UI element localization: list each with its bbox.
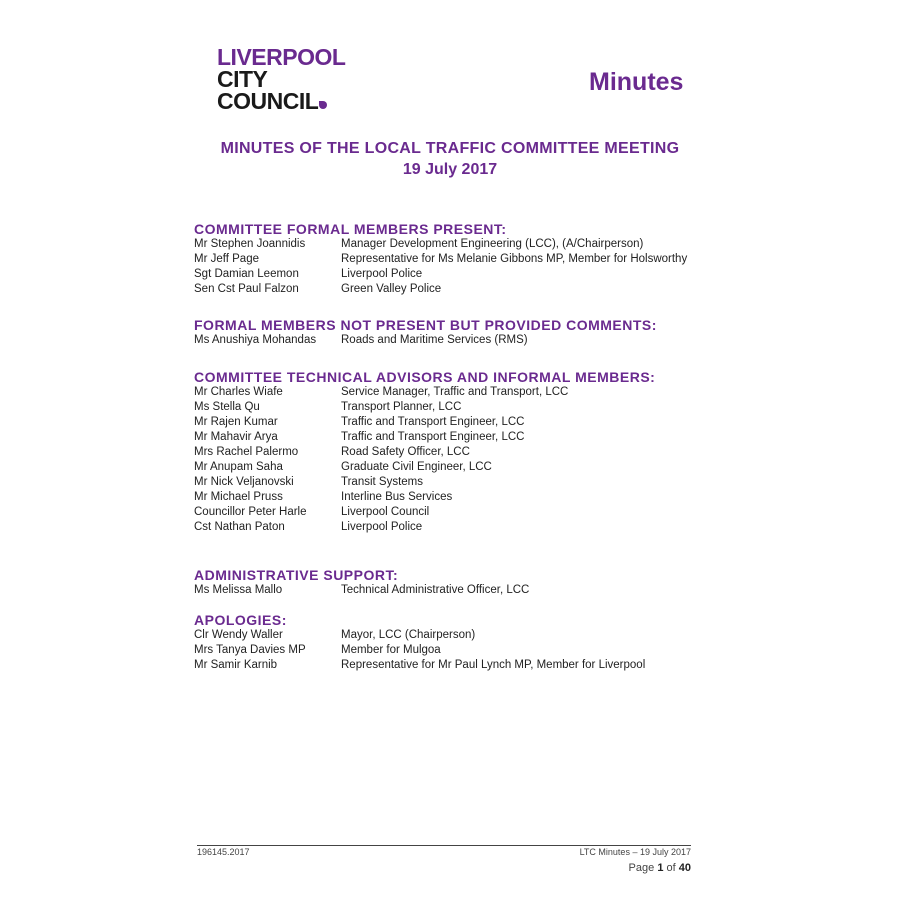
section-heading: APOLOGIES: xyxy=(194,612,287,628)
attendee-name: Cst Nathan Paton xyxy=(194,521,285,533)
attendee-row xyxy=(194,628,714,643)
attendee-row xyxy=(194,505,714,520)
logo-line-2: CITY xyxy=(217,66,268,92)
footer-reference: 196145.2017 xyxy=(197,847,250,857)
attendee-name: Mr Mahavir Arya xyxy=(194,431,278,443)
section-administrative-support xyxy=(194,567,714,598)
attendee-row xyxy=(194,460,714,475)
attendee-row xyxy=(194,267,714,282)
section-heading: FORMAL MEMBERS NOT PRESENT BUT PROVIDED COMMENTS: xyxy=(194,317,657,333)
attendee-role: Interline Bus Services xyxy=(341,491,453,503)
attendee-row xyxy=(194,282,714,297)
page-current: 1 xyxy=(657,862,664,874)
attendee-name: Mrs Tanya Davies MP xyxy=(194,644,306,656)
logo-line-3-text: COUNCIL xyxy=(217,88,319,114)
attendee-row xyxy=(194,333,714,348)
attendee-row xyxy=(194,520,714,535)
attendee-role: Manager Development Engineering (LCC), (A/Chairperson) xyxy=(341,238,644,250)
page-prefix: Page xyxy=(628,862,655,874)
attendee-role: Liverpool Police xyxy=(341,268,423,280)
attendee-role: Transit Systems xyxy=(341,476,424,488)
attendee-role: Representative for Mr Paul Lynch MP, Member for Liverpool xyxy=(341,659,646,671)
attendee-role: Liverpool Police xyxy=(341,521,423,533)
attendee-role: Traffic and Transport Engineer, LCC xyxy=(341,431,525,443)
attendee-name: Ms Anushiya Mohandas xyxy=(194,334,317,346)
attendee-row xyxy=(194,445,714,460)
attendee-name: Ms Stella Qu xyxy=(194,401,260,413)
attendee-role: Liverpool Council xyxy=(341,506,430,518)
attendee-row xyxy=(194,490,714,505)
section-heading: COMMITTEE TECHNICAL ADVISORS AND INFORMAL MEMBERS: xyxy=(194,369,656,385)
attendee-name: Mr Stephen Joannidis xyxy=(194,238,306,250)
logo-heart-icon xyxy=(319,101,327,109)
attendee-role: Roads and Maritime Services (RMS) xyxy=(341,334,528,346)
attendee-name: Mrs Rachel Palermo xyxy=(194,446,299,458)
attendee-name: Mr Samir Karnib xyxy=(194,659,278,671)
attendee-row xyxy=(194,643,714,658)
page-total: 40 xyxy=(678,862,691,874)
section-heading: COMMITTEE FORMAL MEMBERS PRESENT: xyxy=(194,221,507,237)
footer-divider xyxy=(197,845,691,846)
section-comments-provided xyxy=(194,317,714,348)
document-type-label: Minutes xyxy=(589,68,684,96)
section-heading: ADMINISTRATIVE SUPPORT: xyxy=(194,567,399,583)
attendee-row xyxy=(194,475,714,490)
page-number xyxy=(629,862,691,874)
attendee-role: Service Manager, Traffic and Transport, LCC xyxy=(341,386,569,398)
logo-line-1: LIVERPOOL xyxy=(217,44,346,70)
attendee-name: Clr Wendy Waller xyxy=(194,629,283,641)
attendee-role: Representative for Ms Melanie Gibbons MP, Member for Holsworthy xyxy=(341,253,688,265)
attendee-name: Mr Michael Pruss xyxy=(194,491,283,503)
attendee-name: Sen Cst Paul Falzon xyxy=(194,283,299,295)
attendee-row xyxy=(194,385,714,400)
attendee-row xyxy=(194,400,714,415)
attendee-role: Green Valley Police xyxy=(341,283,442,295)
liverpool-city-council-logo xyxy=(217,46,345,112)
attendee-name: Ms Melissa Mallo xyxy=(194,584,283,596)
attendee-name: Mr Charles Wiafe xyxy=(194,386,283,398)
attendee-role: Mayor, LCC (Chairperson) xyxy=(341,629,476,641)
attendee-role: Member for Mulgoa xyxy=(341,644,441,656)
section-technical-advisors xyxy=(194,369,714,535)
footer-document-name: LTC Minutes – 19 July 2017 xyxy=(579,847,691,857)
meeting-title: MINUTES OF THE LOCAL TRAFFIC COMMITTEE MEETING xyxy=(220,140,680,157)
attendee-row xyxy=(194,252,714,267)
attendee-row xyxy=(194,415,714,430)
attendee-name: Mr Anupam Saha xyxy=(194,461,283,473)
attendee-role: Graduate Civil Engineer, LCC xyxy=(341,461,492,473)
attendee-row xyxy=(194,658,714,673)
attendee-name: Mr Jeff Page xyxy=(194,253,259,265)
section-apologies xyxy=(194,612,714,673)
logo-line-3 xyxy=(217,90,345,112)
attendee-row xyxy=(194,583,714,598)
attendee-role: Technical Administrative Officer, LCC xyxy=(341,584,530,596)
attendee-name: Councillor Peter Harle xyxy=(194,506,307,518)
attendee-role: Transport Planner, LCC xyxy=(341,401,462,413)
attendee-role: Road Safety Officer, LCC xyxy=(341,446,470,458)
attendee-role: Traffic and Transport Engineer, LCC xyxy=(341,416,525,428)
meeting-date: 19 July 2017 xyxy=(402,161,498,178)
attendee-row xyxy=(194,237,714,252)
attendee-name: Sgt Damian Leemon xyxy=(194,268,299,280)
section-members-present xyxy=(194,221,714,297)
attendee-name: Mr Nick Veljanovski xyxy=(194,476,294,488)
page-of: of xyxy=(666,862,676,874)
attendee-row xyxy=(194,430,714,445)
attendee-name: Mr Rajen Kumar xyxy=(194,416,278,428)
